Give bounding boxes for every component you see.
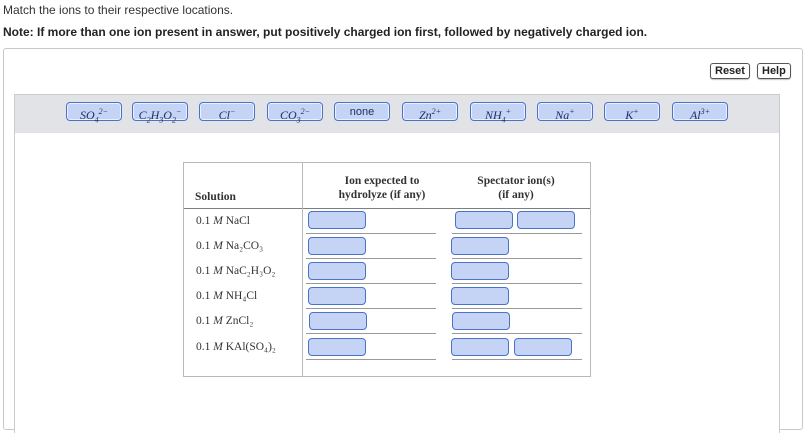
tile-zinc[interactable]: $Zn^{2+}$ — [402, 102, 458, 121]
tile-sulfate[interactable]: $SO_4^{2-}$ — [66, 102, 122, 121]
tile-aluminum[interactable]: $Al^{3+}$ — [672, 102, 728, 121]
solution-label: 0.1 M NaCl — [196, 215, 250, 227]
hydrolyze-drop-zone[interactable] — [309, 312, 367, 330]
help-button[interactable]: Help — [757, 63, 791, 79]
solution-label: 0.1 M KAl(SO₄)₂ — [196, 341, 276, 353]
hydrolyze-drop-zone[interactable] — [308, 262, 366, 280]
tile-sodium[interactable]: Na+ — [537, 102, 593, 121]
tile-carbonate[interactable]: $CO_3^{2-}$ — [267, 102, 323, 121]
table-row — [184, 211, 590, 236]
header-solution: Solution — [195, 191, 236, 203]
reset-button[interactable]: Reset — [710, 63, 750, 79]
solution-label: 0.1 M Na₂CO₃ — [196, 240, 264, 252]
tile-acetate[interactable]: $C_2H_3O_2^-$ — [132, 102, 188, 121]
hydrolyze-drop-zone[interactable] — [308, 287, 366, 305]
header-divider — [184, 208, 590, 209]
spectator-drop-zone[interactable] — [451, 237, 509, 255]
table-row — [184, 236, 590, 261]
header-spectator: Spectator ion(s) (if any) — [477, 175, 555, 201]
spectator-drop-zone[interactable] — [451, 287, 509, 305]
tile-ammonium[interactable]: $NH_4^+$ — [470, 102, 526, 121]
spectator-drop-zone-cation[interactable] — [455, 211, 513, 229]
table-row — [184, 311, 590, 336]
solution-label: 0.1 M NH₄Cl — [196, 290, 258, 302]
table-row — [184, 286, 590, 311]
header-hydrolyze: Ion expected to hydrolyze (if any) — [338, 175, 426, 201]
spectator-drop-zone-cation[interactable] — [451, 338, 509, 356]
table-row — [184, 337, 590, 362]
hydrolyze-drop-zone[interactable] — [308, 211, 366, 229]
solution-label: 0.1 M ZnCl₂ — [196, 315, 254, 327]
spectator-drop-zone[interactable] — [452, 312, 510, 330]
hydrolyze-drop-zone[interactable] — [308, 338, 366, 356]
tile-none[interactable]: none — [334, 102, 390, 121]
instruction-text: Match the ions to their respective locations. — [3, 3, 234, 17]
spectator-drop-zone-anion[interactable] — [514, 338, 572, 356]
question-panel — [3, 48, 803, 430]
note-text: Note: If more than one ion present in answer, put positively charged ion first, followed by negatively charged ion. — [3, 25, 648, 39]
table-row — [184, 261, 590, 286]
tile-chloride[interactable]: Cl− — [199, 102, 255, 121]
ion-tray — [14, 94, 780, 134]
spectator-drop-zone-anion[interactable] — [517, 211, 575, 229]
solution-label: 0.1 M NaC₂H₃O₂ — [196, 265, 276, 277]
ion-table — [183, 162, 591, 377]
hydrolyze-drop-zone[interactable] — [308, 237, 366, 255]
tile-potassium[interactable]: K+ — [604, 102, 660, 121]
spectator-drop-zone[interactable] — [451, 262, 509, 280]
